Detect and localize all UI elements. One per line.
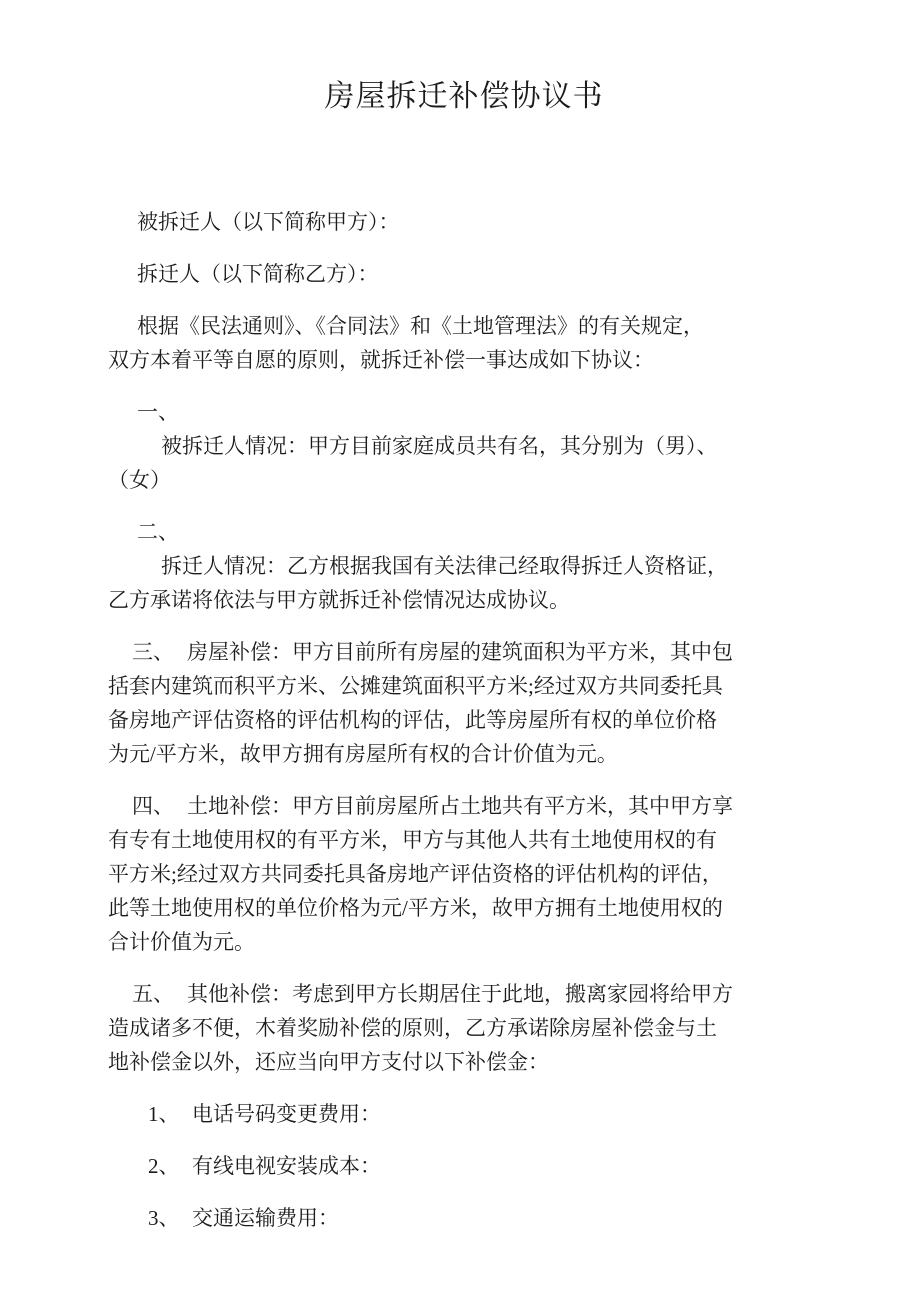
line-text: 其他补偿：考虑到甲方长期居住于此地，搬离家园将给甲方 bbox=[187, 982, 733, 1006]
line-text: 一、 bbox=[137, 400, 179, 424]
line-text: 拆迁人（以下简称乙方）： bbox=[137, 262, 379, 286]
document-line bbox=[108, 857, 820, 891]
document-line bbox=[108, 635, 820, 669]
line-text: 双方本着平等自愿的原则，就拆迁补偿一事达成如下协议： bbox=[108, 348, 654, 372]
document-line bbox=[108, 977, 820, 1011]
line-text: 土地补偿：甲方目前房屋所占土地共有平方米，其中甲方享 bbox=[187, 794, 733, 818]
paragraph bbox=[108, 1097, 820, 1131]
paragraph bbox=[108, 635, 820, 771]
paragraph bbox=[108, 515, 820, 617]
document-line bbox=[108, 1097, 820, 1131]
line-text: 拆迁人情况：乙方根据我国有关法律己经取得拆迁人资格证， bbox=[161, 554, 728, 578]
line-text: 合计价值为元。 bbox=[108, 930, 255, 954]
paragraph bbox=[108, 257, 820, 291]
document-title: 房屋拆迁补偿协议书 bbox=[324, 80, 604, 113]
document-line bbox=[108, 395, 820, 429]
document-line bbox=[108, 205, 820, 239]
line-text: 二、 bbox=[137, 520, 179, 544]
line-text: 有线电视安装成本： bbox=[192, 1154, 381, 1178]
document-line bbox=[108, 257, 820, 291]
list-marker: 五、 bbox=[132, 982, 174, 1006]
document-line bbox=[108, 925, 820, 959]
document-line bbox=[108, 823, 820, 857]
paragraph bbox=[108, 395, 820, 497]
document-line bbox=[108, 429, 820, 463]
list-marker: 2、 bbox=[148, 1154, 180, 1178]
line-text: 被拆迁人情况：甲方目前家庭成员共有名，其分别为（男）、 bbox=[161, 434, 718, 458]
document-line bbox=[108, 515, 820, 549]
paragraph bbox=[108, 789, 820, 959]
paragraph bbox=[108, 205, 820, 239]
document-line bbox=[108, 549, 820, 583]
line-text: 此等土地使用权的单位价格为元/平方米，故甲方拥有土地使用权的 bbox=[108, 896, 723, 920]
document-line bbox=[108, 737, 820, 771]
document-line bbox=[108, 1149, 820, 1183]
line-text: （女） bbox=[108, 468, 171, 492]
paragraph bbox=[108, 1149, 820, 1183]
line-text: 被拆迁人（以下简称甲方）： bbox=[137, 210, 400, 234]
document-line bbox=[108, 583, 820, 617]
document-line bbox=[108, 669, 820, 703]
list-marker: 3、 bbox=[148, 1206, 180, 1230]
line-text: 乙方承诺将依法与甲方就拆迁补偿情况达成协议。 bbox=[108, 588, 570, 612]
document-line bbox=[108, 789, 820, 823]
document-line bbox=[108, 891, 820, 925]
line-text: 备房地产评估资格的评估机构的评估，此等房屋所有权的单位价格 bbox=[108, 708, 717, 732]
line-text: 交通运输费用： bbox=[192, 1206, 339, 1230]
line-text: 根据《民法通则》、《合同法》和《土地管理法》的有关规定， bbox=[137, 314, 704, 338]
line-text: 地补偿金以外，还应当向甲方支付以下补偿金： bbox=[108, 1050, 549, 1074]
document-line bbox=[108, 703, 820, 737]
list-marker: 三、 bbox=[132, 640, 174, 664]
document-line bbox=[108, 463, 820, 497]
paragraph bbox=[108, 977, 820, 1079]
line-text: 造成诸多不便，木着奖励补偿的原则，乙方承诺除房屋补偿金与土 bbox=[108, 1016, 717, 1040]
list-marker: 1、 bbox=[148, 1102, 180, 1126]
document-body bbox=[108, 205, 820, 1235]
document-line bbox=[108, 1045, 820, 1079]
line-text: 括套内建筑而积平方米、公摊建筑面积平方米;经过双方共同委托具 bbox=[108, 674, 723, 698]
document-line bbox=[108, 309, 820, 343]
paragraph bbox=[108, 309, 820, 377]
document-line bbox=[108, 1201, 820, 1235]
line-text: 房屋补偿：甲方目前所有房屋的建筑面积为平方米，其中包 bbox=[187, 640, 733, 664]
document-line bbox=[108, 343, 820, 377]
line-text: 电话号码变更费用： bbox=[192, 1102, 381, 1126]
paragraph bbox=[108, 1201, 820, 1235]
line-text: 为元/平方米，故甲方拥有房屋所有权的合计价值为元。 bbox=[108, 742, 618, 766]
document-line bbox=[108, 1011, 820, 1045]
line-text: 平方米;经过双方共同委托具备房地产评估资格的评估机构的评估， bbox=[108, 862, 723, 886]
list-marker: 四、 bbox=[132, 794, 174, 818]
line-text: 有专有土地使用权的有平方米，甲方与其他人共有土地使用权的有 bbox=[108, 828, 717, 852]
